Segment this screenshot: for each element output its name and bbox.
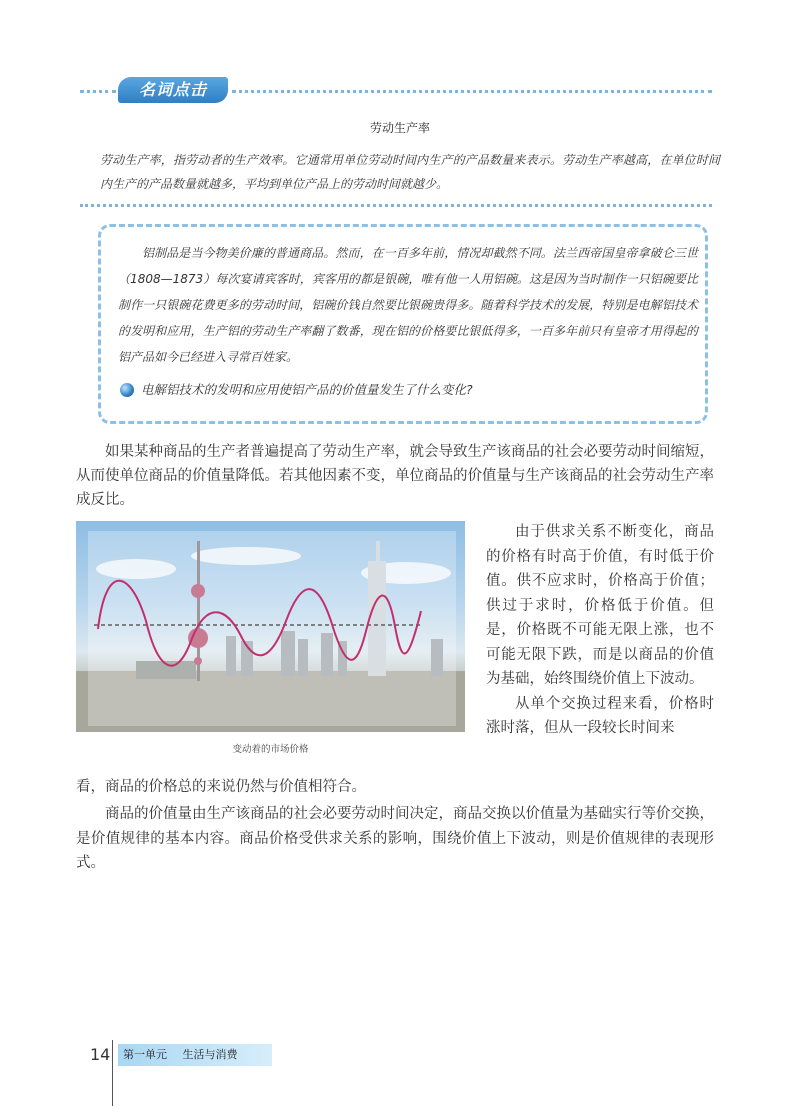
figure-caption: 变动着的市场价格	[232, 744, 309, 755]
case-study-question: 电解铝技术的发明和应用使铝产品的价值量发生了什么变化?	[141, 382, 473, 397]
side-paragraph-2: 从单个交换过程来看，价格时涨时落，但从一段较长时间来	[486, 695, 714, 736]
page-number: 14	[90, 1045, 111, 1064]
figure-overlay-frame	[88, 531, 456, 726]
glossary-definition: 劳动生产率，指劳动者的生产效率。它通常用单位劳动时间内生产的产品数量来表示。劳动生产率越高，在单位时间内生产的产品数量就越多，平均到单位产品上的劳动时间就越少。	[100, 153, 720, 191]
glossary-top-dotted-rule-right	[232, 90, 712, 93]
glossary-badge: 名词点击	[118, 77, 228, 103]
footer-unit-title: 生活与消费	[182, 1048, 238, 1061]
footer-vertical-rule	[112, 1040, 113, 1106]
figure-illustration	[76, 521, 465, 732]
glossary-term-title: 劳动生产率	[369, 121, 430, 135]
footer-unit-bar	[118, 1044, 272, 1066]
glossary-top-dotted-rule	[80, 90, 116, 93]
case-study-text: 铝制品是当今物美价廉的普通商品。然而，在一百多年前，情况却截然不同。法兰西帝国皇帝拿破仑三世（1808—1873）每次宴请宾客时，宾客用的都是银碗，唯有他一人用铝碗。这是因为当时制作一只铝碗要比制作一只银碗花费更多的劳动时间，铝碗价钱自然要比银碗贵得多。随着科学技术的发展，特别是电解铝技术的发明和应用，生产铝的劳动生产率翻了数番，现在铝的价格要比银低得多，一百多年前只有皇帝才用得起的铝产品如今已经进入寻常百姓家。	[118, 246, 698, 364]
footer-unit-label: 第一单元	[123, 1048, 167, 1061]
body-paragraph-3: 商品的价值量由生产该商品的社会必要劳动时间决定，商品交换以价值量为基础实行等价交换，是价值规律的基本内容。商品价格受供求关系的影响，围绕价值上下波动，则是价值规律的表现形式。	[76, 806, 714, 871]
body-paragraph-1: 如果某种商品的生产者普遍提高了劳动生产率，就会导致生产该商品的社会必要劳动时间缩短，从而使单位商品的价值量降低。若其他因素不变，单位商品的价值量与生产该商品的社会劳动生产率成反比。	[76, 444, 714, 508]
glossary-bottom-dotted-rule	[80, 204, 712, 207]
question-globe-icon	[120, 383, 134, 397]
market-price-figure	[76, 521, 465, 732]
side-text-column	[486, 520, 714, 741]
side-paragraph-1: 由于供求关系不断变化，商品的价格有时高于价值，有时低于价值。供不应求时，价格高于价值；供过于求时，价格低于价值。但是，价格既不可能无限上涨，也不可能无限下跌，而是以商品的价值为基础，始终围绕价值上下波动。	[486, 524, 714, 687]
body-paragraph-2-tail: 看，商品的价格总的来说仍然与价值相符合。	[76, 779, 366, 795]
